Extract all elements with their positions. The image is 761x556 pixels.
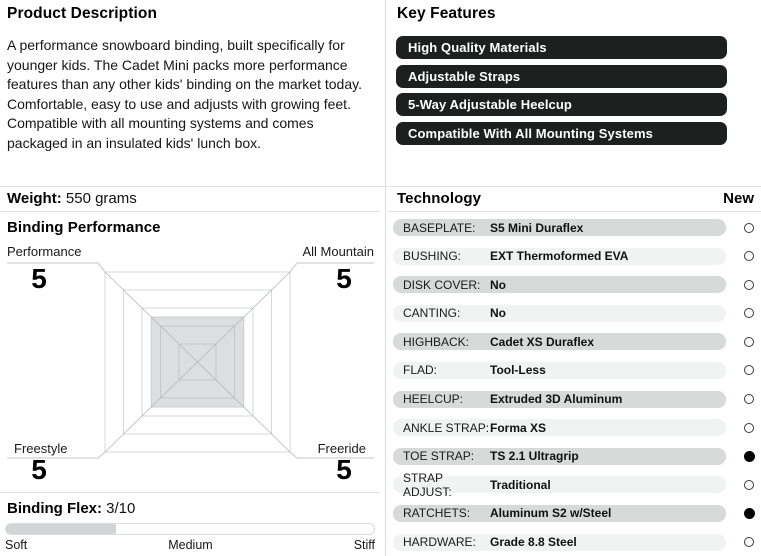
top-right-connector-line: [290, 263, 374, 272]
radar-value-freeride: 5: [336, 454, 352, 485]
spec-value: Aluminum S2 w/Steel: [490, 506, 612, 521]
new-column-header: New: [723, 190, 754, 207]
table-row: [393, 276, 761, 293]
key-features-list: [396, 36, 727, 150]
feature-badge: [396, 122, 727, 145]
table-row: [393, 305, 761, 322]
binding-performance-radar-chart: [0, 240, 380, 492]
technology-table: [393, 219, 761, 556]
technology-underline: [389, 211, 761, 212]
new-indicator-circle-icon: [744, 394, 754, 404]
binding-flex-title: [7, 500, 135, 517]
spec-label: CANTING:: [403, 306, 461, 321]
binding-flex-bar-fill: [6, 524, 116, 534]
spec-label: BASEPLATE:: [403, 220, 476, 235]
new-indicator-circle-icon: [744, 337, 754, 347]
flex-divider: [0, 492, 380, 493]
spec-label: TOE STRAP:: [403, 449, 475, 464]
spec-label: HIGHBACK:: [403, 334, 470, 349]
binding-flex-label: Binding Flex:: [7, 500, 102, 517]
weight-label: Weight:: [7, 190, 62, 207]
feature-badge-label: 5-Way Adjustable Heelcup: [408, 97, 572, 112]
spec-label: FLAD:: [403, 363, 438, 378]
spec-label: RATCHETS:: [403, 506, 471, 521]
spec-label: ANKLE STRAP:: [403, 420, 490, 435]
spec-label: DISK COVER:: [403, 277, 481, 292]
feature-badge: [396, 65, 727, 88]
spec-value: Tool-Less: [490, 363, 546, 378]
new-indicator-circle-icon: [744, 451, 755, 462]
new-indicator-circle-icon: [744, 365, 754, 375]
flex-scale-soft: Soft: [5, 538, 28, 552]
table-row: [393, 391, 761, 408]
weight-row: [7, 190, 137, 207]
binding-flex-scale: [5, 538, 375, 552]
table-row: [393, 470, 761, 499]
new-indicator-circle-icon: [744, 251, 754, 261]
radar-label-freeride: Freeride: [317, 441, 366, 456]
binding-flex-bar: [5, 523, 375, 535]
spec-value: S5 Mini Duraflex: [490, 220, 584, 235]
radar-label-freestyle: Freestyle: [14, 441, 68, 456]
new-indicator-circle-icon: [744, 223, 754, 233]
flex-scale-medium: Medium: [168, 538, 213, 552]
spec-value: Forma XS: [490, 420, 547, 435]
feature-badge-label: Compatible With All Mounting Systems: [408, 125, 653, 141]
spec-value: Grade 8.8 Steel: [490, 535, 577, 550]
table-row: [393, 534, 761, 551]
feature-badge: [396, 93, 727, 116]
spec-value: No: [490, 306, 506, 321]
flex-scale-stiff: Stiff: [353, 538, 375, 552]
radar-value-freestyle: 5: [31, 454, 47, 485]
spec-value: No: [490, 277, 506, 292]
spec-label: HARDWARE:: [403, 535, 476, 550]
table-row: [393, 448, 761, 465]
spec-value: Extruded 3D Aluminum: [490, 392, 623, 407]
key-features-title: Key Features: [397, 5, 496, 22]
weight-value: 550 grams: [65, 190, 137, 207]
table-row: [393, 333, 761, 350]
radar-value-performance: 5: [31, 263, 47, 294]
radar-label-all-mountain: All Mountain: [302, 244, 374, 259]
section-divider: [0, 186, 761, 187]
radar-value-all-mountain: 5: [336, 263, 352, 294]
table-row: [393, 219, 761, 236]
column-divider: [385, 0, 386, 556]
binding-flex-value: 3/10: [106, 500, 136, 517]
feature-badge-label: High Quality Materials: [408, 40, 547, 55]
table-row: [393, 505, 761, 522]
new-indicator-circle-icon: [744, 508, 755, 519]
table-row: [393, 248, 761, 265]
new-indicator-circle-icon: [744, 423, 754, 433]
feature-badge-label: Adjustable Straps: [408, 68, 521, 84]
spec-label: BUSHING:: [403, 249, 462, 264]
product-description-title: Product Description: [7, 5, 158, 22]
feature-badge: [396, 36, 727, 59]
table-row: [393, 362, 761, 379]
spec-value: TS 2.1 Ultragrip: [490, 449, 579, 464]
top-left-connector-line: [7, 263, 105, 272]
product-description-body: A performance snowboard binding, built specifically for younger kids. The Cadet Mini packs more performance features than any other kids' binding on the market today. Comfortable, easy to use and adjusts with growing feet. Compatible with all mounting systems and comes packaged in an insulated kids' lunch box.: [7, 37, 362, 151]
spec-label: HEELCUP:: [403, 392, 464, 407]
table-row: [393, 419, 761, 436]
new-indicator-circle-icon: [744, 308, 754, 318]
new-indicator-circle-icon: [744, 280, 754, 290]
technology-title: Technology: [397, 190, 482, 207]
spec-value: EXT Thermoformed EVA: [490, 249, 629, 264]
spec-value: Traditional: [490, 477, 551, 492]
new-indicator-circle-icon: [744, 480, 754, 490]
weight-underline: [0, 211, 380, 212]
spec-label: STRAP ADJUST:: [403, 470, 452, 499]
radar-label-performance: Performance: [7, 244, 82, 259]
spec-value: Cadet XS Duraflex: [490, 334, 595, 349]
binding-performance-title: Binding Performance: [7, 219, 161, 236]
new-indicator-circle-icon: [744, 537, 754, 547]
